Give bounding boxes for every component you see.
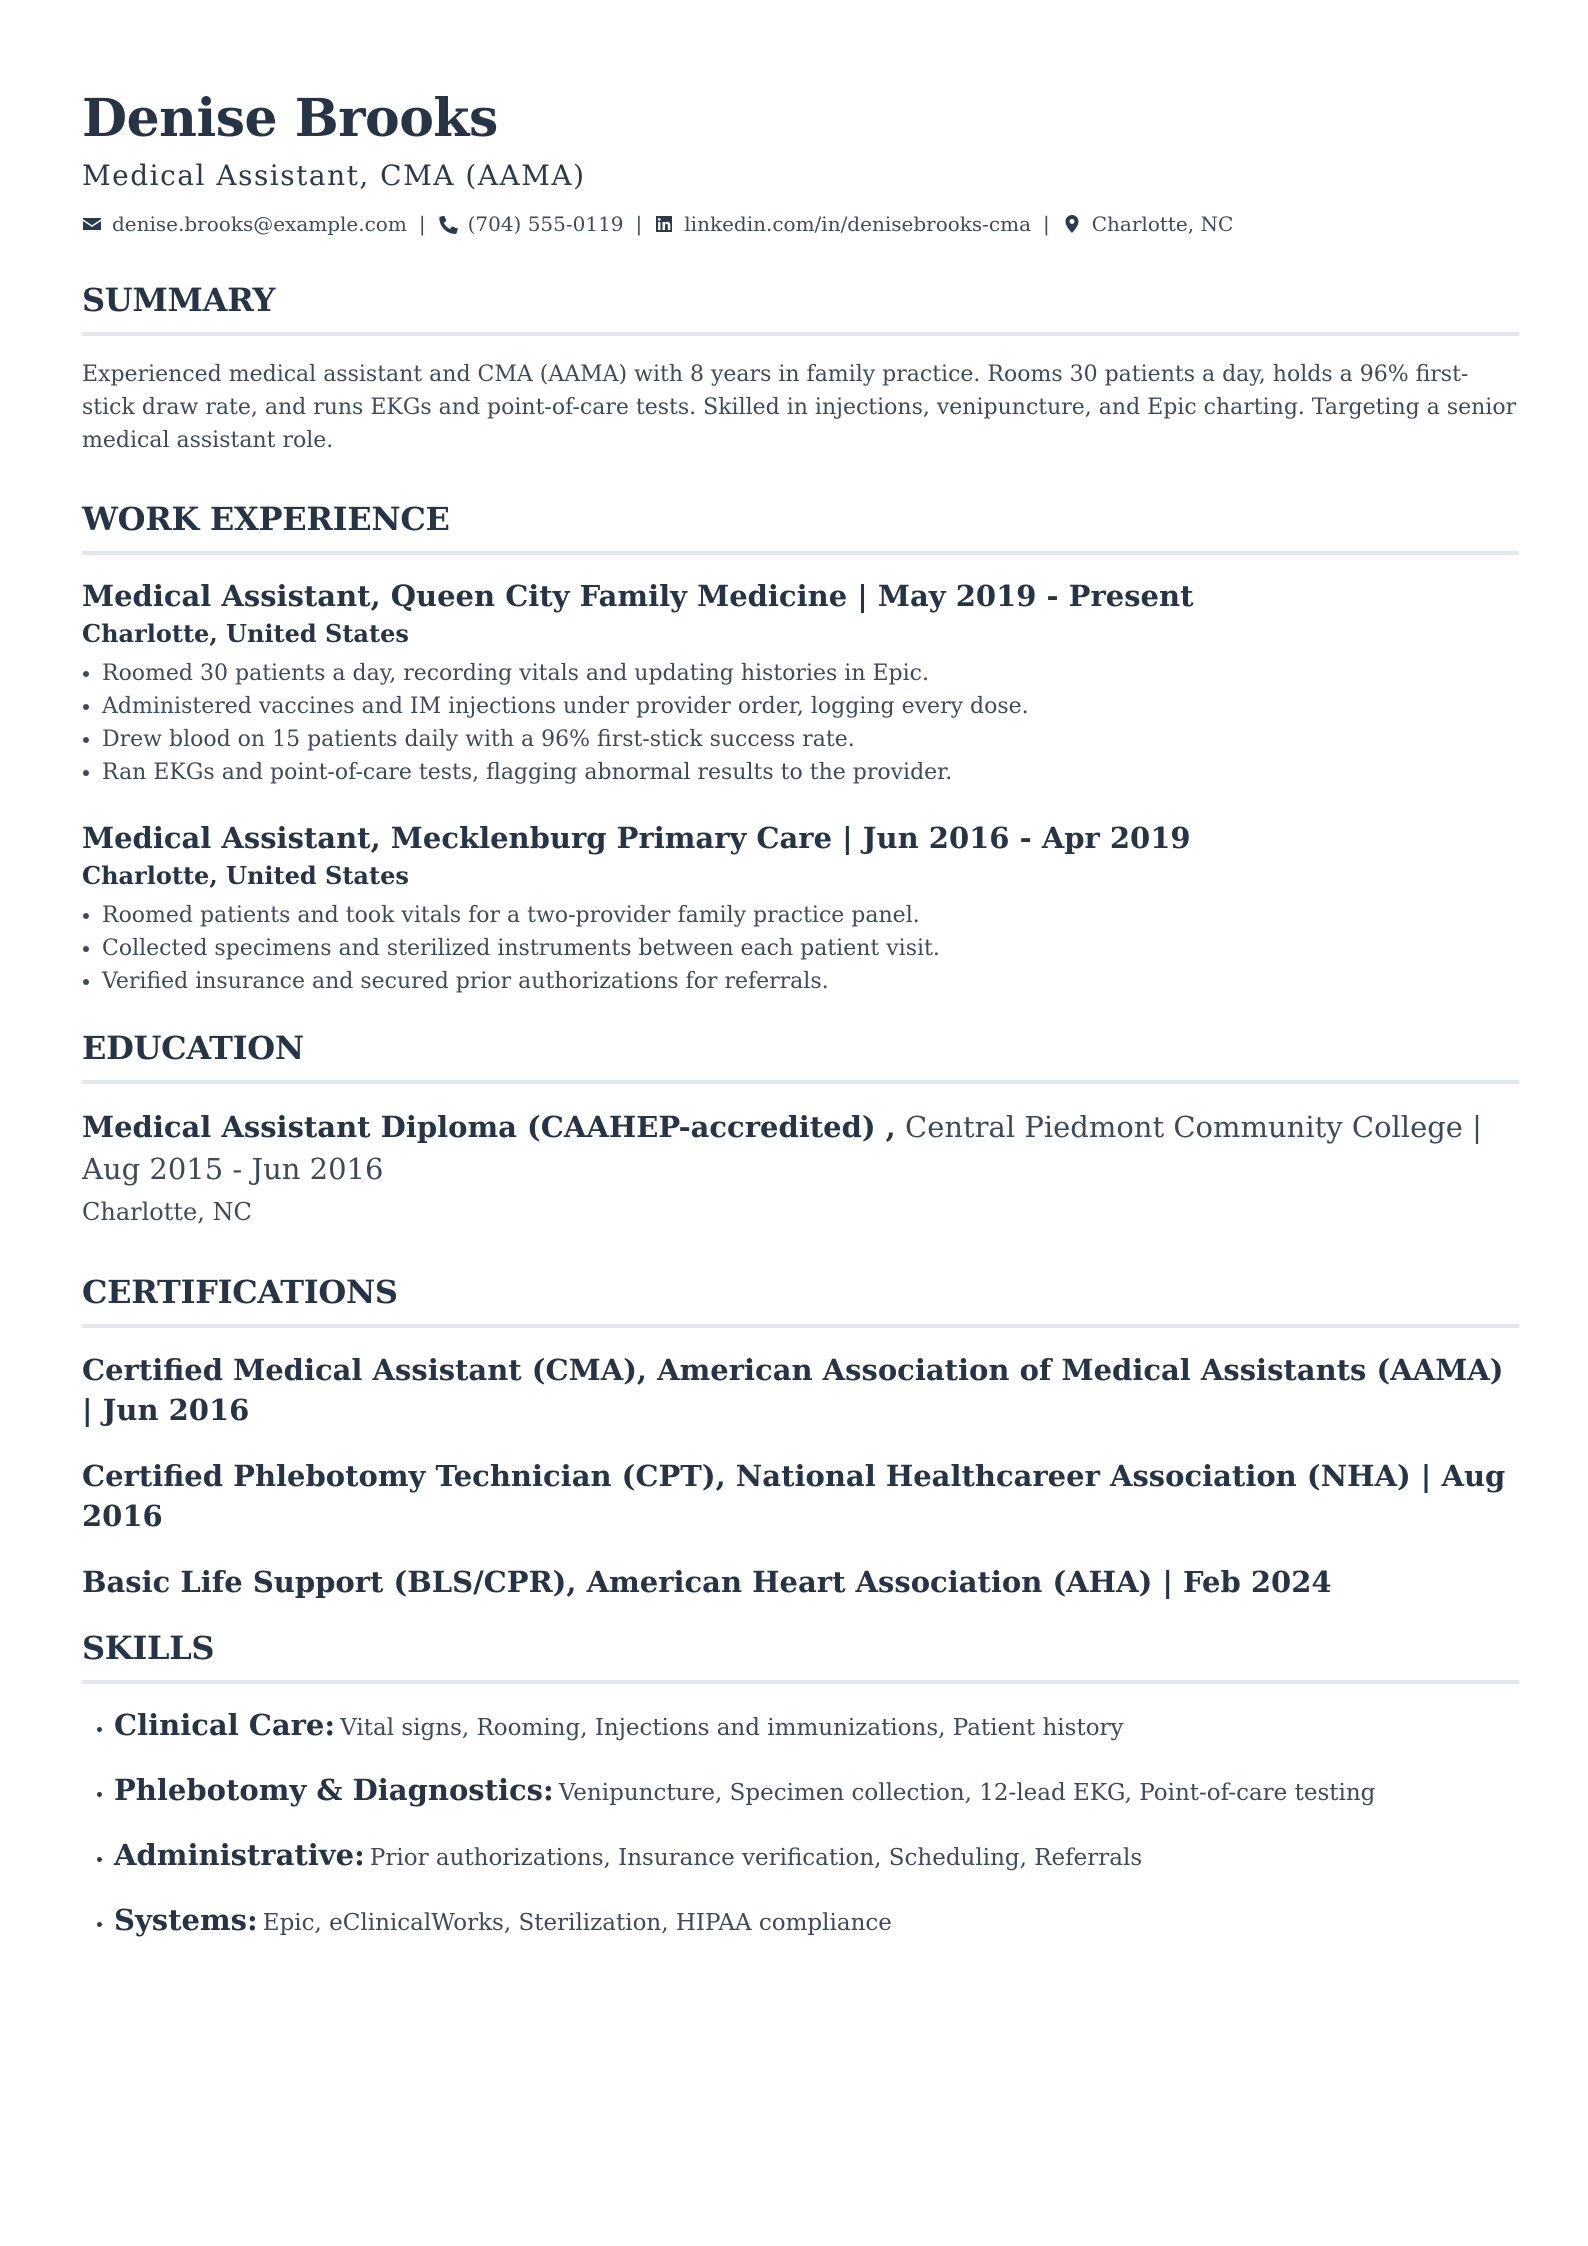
skill-category: Systems: — [114, 1903, 258, 1937]
summary-heading: SUMMARY — [82, 281, 276, 319]
candidate-name: Denise Brooks — [82, 88, 498, 149]
certifications-section — [82, 1272, 1519, 1602]
contact-bar — [82, 210, 1519, 238]
education-section — [82, 1028, 1519, 1230]
skill-items: Prior authorizations, Insurance verification, Scheduling, Referrals — [369, 1845, 1143, 1871]
skill-group — [114, 1836, 1519, 1879]
linkedin-icon — [654, 214, 674, 234]
certification-item: Certified Medical Assistant (CMA), American Association of Medical Assistants (AAMA) | Jun 2016 — [82, 1353, 1504, 1427]
job-bullet: • Roomed patients and took vitals for a two-provider family practice panel. — [102, 899, 1519, 932]
job-location: Charlotte, United States — [82, 619, 409, 648]
skill-items: Vital signs, Rooming, Injections and immunizations, Patient history — [340, 1715, 1124, 1741]
education-location: Charlotte, NC — [82, 1198, 252, 1226]
skill-category: Phlebotomy & Diagnostics: — [114, 1773, 554, 1807]
contact-email[interactable] — [82, 210, 407, 238]
contact-separator: | — [1043, 212, 1050, 236]
contact-linkedin[interactable] — [654, 210, 1031, 238]
job-bullets — [82, 899, 1519, 998]
skills-heading: SKILLS — [82, 1629, 215, 1667]
job-bullet: • Roomed 30 patients a day, recording vitals and updating histories in Epic. — [102, 657, 1519, 690]
education-degree: Medical Assistant Diploma (CAAHEP-accredited) , — [82, 1110, 896, 1144]
summary-section — [82, 280, 1519, 457]
skill-category: Administrative: — [114, 1838, 365, 1872]
skill-group — [114, 1706, 1519, 1749]
job-bullets — [82, 657, 1519, 789]
education-heading: EDUCATION — [82, 1029, 304, 1067]
map-pin-icon — [1062, 214, 1082, 234]
experience-heading: WORK EXPERIENCE — [82, 500, 450, 538]
job-bullet: • Ran EKGs and point-of-care tests, flagging abnormal results to the provider. — [102, 756, 1519, 789]
job-entry — [82, 577, 1519, 789]
skill-items: Venipuncture, Specimen collection, 12-lead EKG, Point-of-care testing — [558, 1780, 1376, 1806]
section-divider — [82, 1080, 1519, 1084]
job-entry — [82, 819, 1519, 998]
contact-phone[interactable] — [438, 210, 624, 238]
phone-icon — [438, 214, 458, 234]
job-bullet: • Administered vaccines and IM injections under provider order, logging every dose. — [102, 690, 1519, 723]
skill-category: Clinical Care: — [114, 1708, 336, 1742]
education-details: Central Piedmont Community College | Aug 2015 - Jun 2016 — [82, 1110, 1482, 1186]
skill-group — [114, 1901, 1519, 1944]
experience-section — [82, 499, 1519, 998]
section-divider — [82, 1324, 1519, 1328]
certification-item: Certified Phlebotomy Technician (CPT), National Healthcareer Association (NHA) | Aug 2016 — [82, 1459, 1506, 1533]
envelope-icon — [82, 214, 102, 234]
candidate-headline: Medical Assistant, CMA (AAMA) — [82, 159, 586, 192]
section-divider — [82, 1680, 1519, 1684]
education-entry — [82, 1106, 1519, 1190]
phone-text: (704) 555-0119 — [467, 212, 624, 236]
contact-separator: | — [635, 212, 643, 236]
email-text: denise.brooks@example.com — [112, 212, 407, 236]
skill-items: Epic, eClinicalWorks, Sterilization, HIPAA compliance — [262, 1910, 892, 1936]
job-bullet: • Drew blood on 15 patients daily with a 96% first-stick success rate. — [102, 723, 1519, 756]
linkedin-text: linkedin.com/in/denisebrooks-cma — [684, 212, 1031, 236]
certification-item: Basic Life Support (BLS/CPR), American Heart Association (AHA) | Feb 2024 — [82, 1565, 1332, 1599]
contact-location — [1062, 210, 1234, 238]
skill-group — [114, 1771, 1519, 1814]
certifications-heading: CERTIFICATIONS — [82, 1273, 398, 1311]
skills-list — [82, 1706, 1519, 1944]
summary-text: Experienced medical assistant and CMA (AAMA) with 8 years in family practice. Rooms 30 patients a day, holds a 96% first-stick draw rate, and runs EKGs and point-of-care tests. Skilled in injections, venipuncture, and Epic charting. Targeting a senior medical assistant role. — [82, 362, 1517, 453]
section-divider — [82, 332, 1519, 336]
contact-separator: | — [418, 212, 426, 236]
job-bullet: • Collected specimens and sterilized instruments between each patient visit. — [102, 932, 1519, 965]
job-title: Medical Assistant, Mecklenburg Primary Care | Jun 2016 - Apr 2019 — [82, 821, 1191, 855]
job-title: Medical Assistant, Queen City Family Medicine | May 2019 - Present — [82, 579, 1194, 613]
location-text: Charlotte, NC — [1091, 212, 1234, 236]
job-location: Charlotte, United States — [82, 861, 409, 890]
skills-section — [82, 1628, 1519, 1944]
job-bullet: • Verified insurance and secured prior authorizations for referrals. — [102, 965, 1519, 998]
section-divider — [82, 551, 1519, 555]
